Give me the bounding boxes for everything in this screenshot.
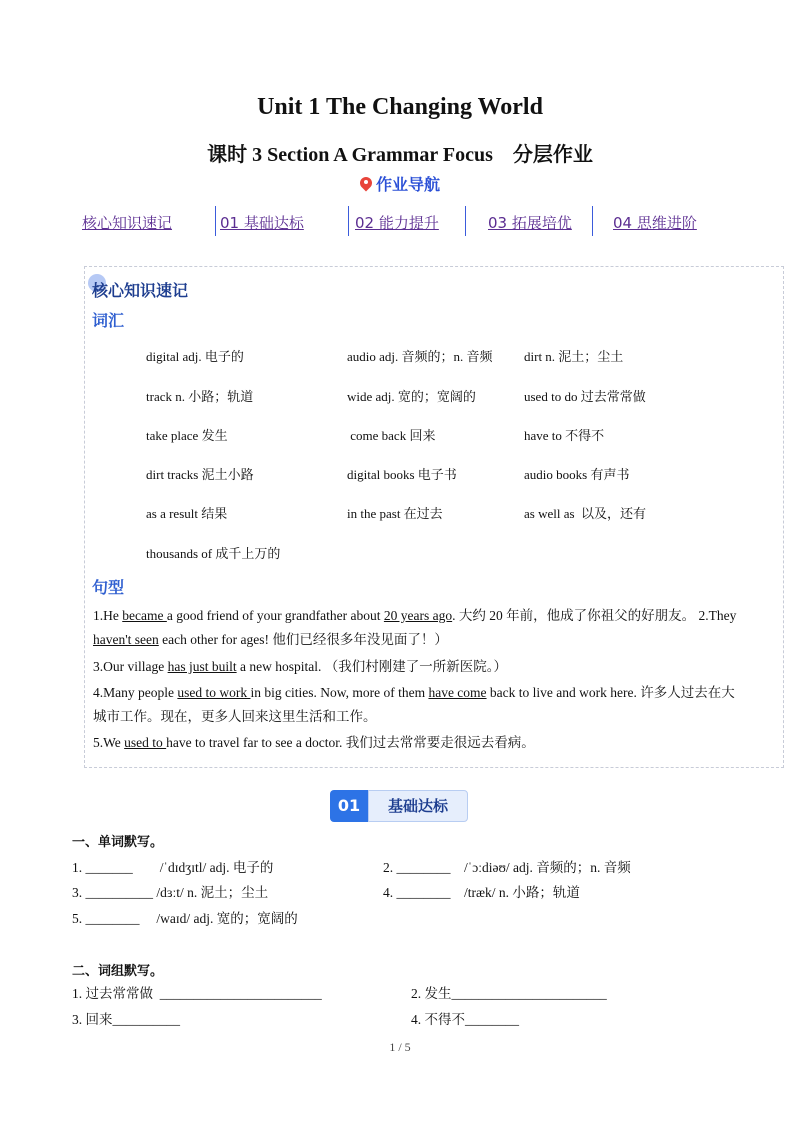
vocab-item: in the past 在过去: [347, 506, 443, 521]
knowledge-heading: [92, 278, 188, 301]
sentence-line: 3.Our village has just built a new hospital. （我们村刚建了一所新医院。）: [93, 659, 507, 674]
page-subtitle: 课时 3 Section A Grammar Focus 分层作业: [207, 144, 593, 166]
exercise-item: 2. ________ /ˈɔːdiəʊ/ adj. 音频的；n. 音频: [383, 860, 631, 875]
exercise-item: 2. 发生_______________________: [411, 986, 607, 1001]
nav-link-thinking[interactable]: 04 思维进阶: [613, 214, 697, 232]
vocab-item: dirt tracks 泥土小路: [146, 467, 254, 482]
exercise-item: 3. __________ /dɜːt/ n. 泥土；尘土: [72, 885, 269, 900]
exercise-item: 1. 过去常常做 ________________________: [72, 986, 322, 1001]
vocab-item: digital adj. 电子的: [146, 349, 244, 364]
nav-link-basic[interactable]: 01 基础达标: [220, 214, 304, 232]
vocab-item: as a result 结果: [146, 506, 228, 521]
exercise-item: 5. ________ /waɪd/ adj. 宽的；宽阔的: [72, 911, 298, 926]
homework-nav: [70, 206, 730, 236]
exercise-item: 3. 回来__________: [72, 1012, 180, 1027]
vocab-item: wide adj. 宽的；宽阔的: [347, 389, 476, 404]
vocab-item: come back 回来: [347, 428, 436, 443]
part1-heading: 一、单词默写。: [72, 835, 164, 850]
nav-link-extend[interactable]: 03 拓展培优: [488, 214, 572, 232]
page-title: Unit 1 The Changing World: [257, 94, 543, 120]
part2-heading: 二、词组默写。: [72, 964, 164, 979]
nav-divider: [215, 206, 216, 236]
vocab-item: as well as 以及，还有: [524, 506, 647, 521]
vocab-item: track n. 小路；轨道: [146, 389, 254, 404]
vocab-heading: 词汇: [92, 311, 125, 330]
nav-divider: [465, 206, 466, 236]
sentence-line: 4.Many people used to work in big cities. Now, more of them have come back to live and work here. 许多人过去在大: [93, 685, 735, 700]
vocab-item: have to 不得不: [524, 428, 605, 443]
vocab-item: audio books 有声书: [524, 467, 630, 482]
nav-header: [0, 172, 800, 195]
section-badge-label: 基础达标: [368, 790, 468, 822]
exercise-item: 4. 不得不________: [411, 1012, 519, 1027]
section-badge: [330, 790, 468, 822]
vocab-item: dirt n. 泥土；尘土: [524, 349, 624, 364]
vocab-item: audio adj. 音频的；n. 音频: [347, 349, 493, 364]
vocab-item: digital books 电子书: [347, 467, 457, 482]
exercise-item: 4. ________ /træk/ n. 小路；轨道: [383, 885, 580, 900]
nav-link-knowledge[interactable]: 核心知识速记: [82, 214, 173, 232]
section-badge-number: 01: [330, 790, 368, 822]
knowledge-heading-label: 核心知识速记: [92, 281, 189, 300]
nav-header-label: 作业导航: [375, 175, 440, 194]
page-number: 1 / 5: [389, 1040, 411, 1054]
sentence-line: haven't seen each other for ages! 他们已经很多年没见面了！）: [93, 632, 448, 647]
exercise-item: 1. _______ /ˈdɪdʒɪtl/ adj. 电子的: [72, 860, 274, 875]
vocab-item: used to do 过去常常做: [524, 389, 646, 404]
sentence-line: 城市工作。现在，更多人回来这里生活和工作。: [93, 709, 377, 724]
sentence-line: 1.He became a good friend of your grandfather about 20 years ago. 大约 20 年前，他成了你祖父的好朋友。 2.They: [93, 608, 737, 623]
vocab-item: thousands of 成千上万的: [146, 546, 281, 561]
nav-divider: [592, 206, 593, 236]
sentence-heading: 句型: [92, 578, 125, 597]
nav-link-improve[interactable]: 02 能力提升: [355, 214, 439, 232]
location-pin-icon: [360, 177, 372, 191]
nav-divider: [348, 206, 349, 236]
sentence-line: 5.We used to have to travel far to see a doctor. 我们过去常常要走很远去看病。: [93, 735, 535, 750]
vocab-item: take place 发生: [146, 428, 228, 443]
